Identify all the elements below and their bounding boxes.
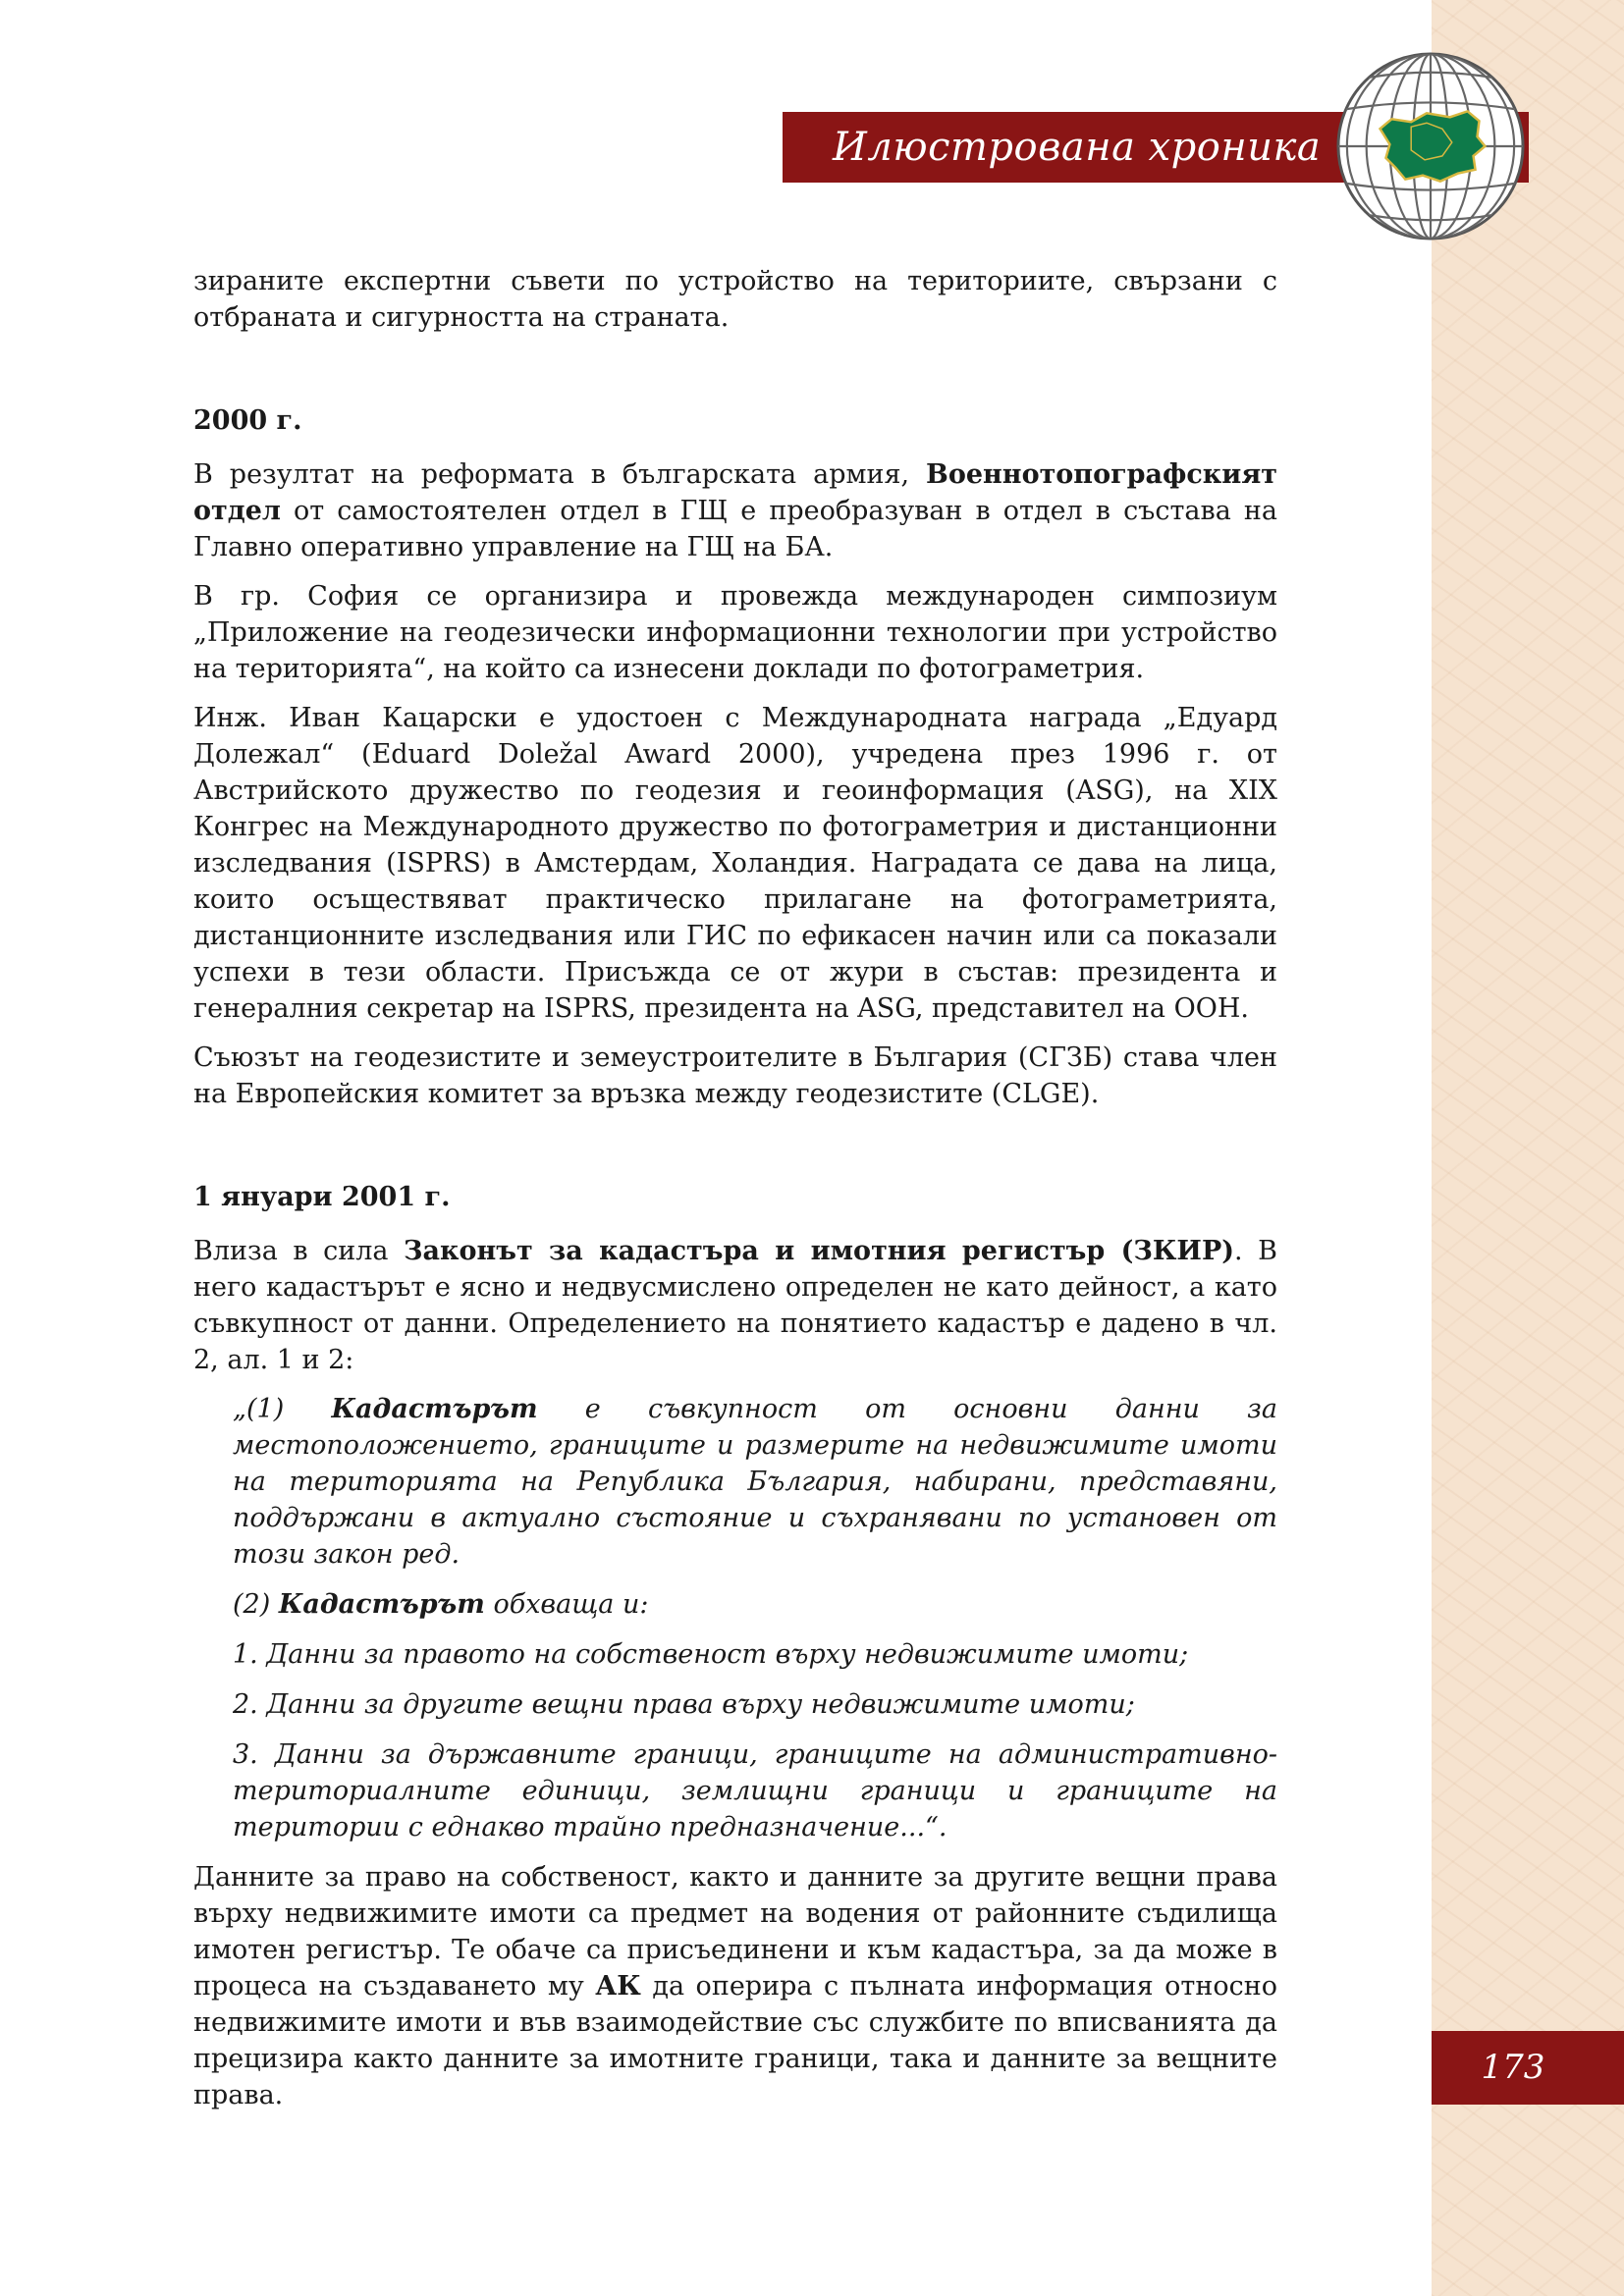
text-span: В резултат на реформата в българската армия, [193, 459, 927, 490]
year-heading-2001: 1 януари 2001 г. [193, 1182, 451, 1212]
bold-term: Кадастърът [278, 1589, 485, 1620]
paragraph-2001-registry [193, 1859, 1277, 2113]
paragraph-2000-reform [193, 456, 1277, 565]
quote-paragraph-2 [233, 1586, 1277, 1623]
text-span: . В него кадастърът е ясно и недвусмислено определен не като дейност, а като съвкупност от данни. Определението на понятието кадастър е дадено в чл. 2, ал. 1 и 2: [193, 1236, 1277, 1375]
globe-icon [1333, 49, 1528, 243]
text-span: е съвкупност от основни данни за местоположението, границите и размерите на недвижимите имоти на територията на Република България, набирани, представяни, поддържани в актуално състояние и съхранявани по установен от този закон ред. [233, 1394, 1277, 1570]
text-span: Данните за право на собственост, както и данните за другите вещни права върху недвижимите имоти са предмет на водения от районните съдилища имотен регистър. Те обаче са присъединени и към кадастъра, за да може в процеса на създаването му [193, 1862, 1277, 2002]
bold-term: Военнотопографският отдел [193, 459, 1277, 526]
quote-item-3: 3. Данни за държавните граници, границите на административно-териториалните единици, землищни граници и границите на територии с еднакво трайно предназначение...“. [233, 1739, 1277, 1842]
text-span: обхваща и: [484, 1589, 649, 1620]
bold-term: АК [595, 1971, 641, 2002]
intro-paragraph: зираните експертни съвети по устройство на териториите, свързани с отбраната и сигурността на страната. [193, 266, 1277, 333]
quote-item-2: 2. Данни за другите вещни права върху недвижимите имоти; [233, 1689, 1135, 1720]
quote-item-1: 1. Данни за правото на собственост върху недвижимите имоти; [233, 1639, 1189, 1670]
text-span: от самостоятелен отдел в ГЩ е преобразуван в отдел в състава на Главно оперативно управление на ГЩ на БА. [193, 496, 1277, 562]
paragraph-2000-clge: Съюзът на геодезистите и земеустроителите в България (СГЗБ) става член на Европейския комитет за връзка между геодезистите (CLGE). [193, 1042, 1277, 1109]
side-decorative-strip [1432, 0, 1624, 2296]
year-heading-2000: 2000 г. [193, 405, 302, 436]
paragraph-2000-symposium: В гр. София се организира и провежда международен симпозиум „Приложение на геодезически информационни технологии при устройство на територията“, на който са изнесени доклади по фотограметрия. [193, 581, 1277, 684]
text-span: Влиза в сила [193, 1236, 404, 1266]
bold-term: Законът за кадастъра и имотния регистър (ЗКИР) [404, 1236, 1235, 1266]
text-span: (2) [233, 1589, 279, 1620]
bold-term: Кадастърът [331, 1394, 538, 1424]
paragraph-2001-law [193, 1233, 1277, 1378]
paragraph-2000-award: Инж. Иван Кацарски е удостоен с Международната награда „Едуард Долежал“ (Eduard Doležal Award 2000), учредена през 1996 г. от Австрийското дружество по геодезия и геоинформация (ASG), на XIX Конгрес на Международното дружество по фотограметрия и дистанционни изследвания (ISPRS) в Амстердам, Холандия. Наградата се дава на лица, които осъществяват практическо прилагане на фотограметрията, дистанционните изследвания или ГИС по ефикасен начин или са показали успехи в тези области. Присъжда се от жури в състав: президента и генералния секретар на ISPRS, президента на ASG, представител на ООН. [193, 703, 1277, 1024]
text-span: да оперира с пълната информация относно недвижимите имоти и във взаимодействие със службите по вписванията да прецизира както данните за имотните граници, така и данните за вещните права. [193, 1971, 1277, 2110]
page-content [193, 263, 1277, 2126]
quote-paragraph-1 [233, 1391, 1277, 1573]
text-span: „(1) [233, 1394, 332, 1424]
page-number: 173 [1481, 2048, 1545, 2087]
header-title: Илюстрована хроника [833, 125, 1322, 170]
